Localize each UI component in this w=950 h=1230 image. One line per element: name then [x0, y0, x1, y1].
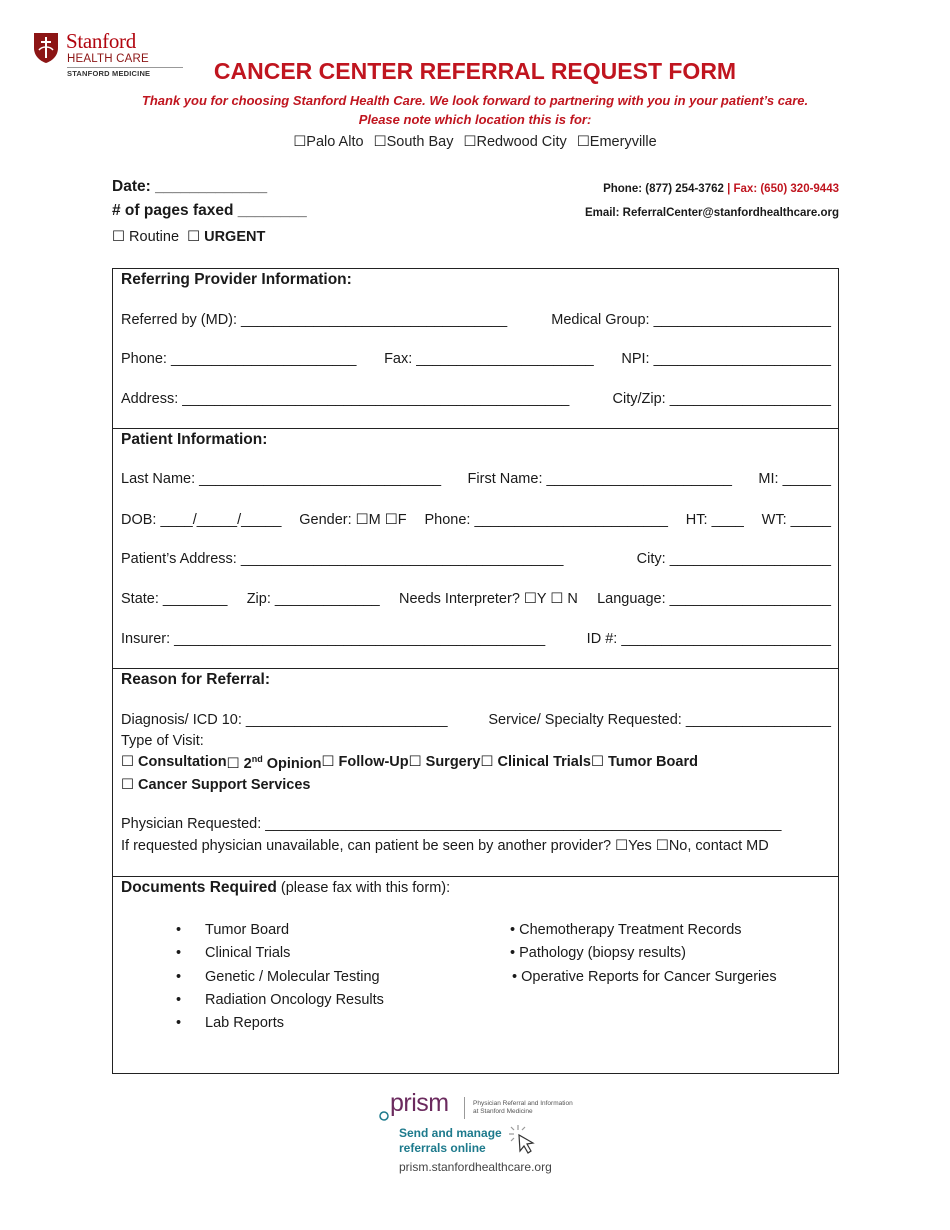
- bullet: •: [176, 992, 182, 1008]
- prism-send: [399, 1126, 502, 1156]
- prism-url[interactable]: prism.stanfordhealthcare.org: [399, 1160, 552, 1174]
- doc-text: Tumor Board: [205, 922, 290, 938]
- contact-phone: Phone: (877) 254-3762: [603, 183, 724, 195]
- provider-row-3: [121, 391, 831, 407]
- prism-tagline-2: at Stanford Medicine: [473, 1108, 533, 1115]
- provider-heading: Referring Provider Information:: [121, 271, 352, 288]
- physician-requested-row: [121, 816, 831, 832]
- documents-heading-text: Documents Required: [121, 879, 277, 896]
- location-redwood-city[interactable]: ☐Redwood City: [463, 134, 567, 150]
- patient-row-2: [121, 512, 831, 528]
- interpreter-checkboxes[interactable]: Needs Interpreter? ☐Y ☐ N: [398, 591, 578, 607]
- prism-divider: [464, 1097, 465, 1119]
- second-opinion-sup: nd: [251, 754, 263, 764]
- bullet: •: [176, 1015, 182, 1031]
- alternate-provider-question[interactable]: If requested physician unavailable, can patient be seen by another provider? ☐Yes ☐No, contact MD: [121, 838, 769, 854]
- zip-field[interactable]: Zip: _____________: [246, 591, 380, 607]
- medical-group-field[interactable]: Medical Group: ______________________: [551, 312, 831, 328]
- doc-text: Clinical Trials: [205, 945, 291, 961]
- type-of-visit-label: Type of Visit:: [121, 733, 204, 749]
- bullet: •: [176, 945, 182, 961]
- second-opinion-prefix: ☐ 2: [226, 755, 252, 772]
- provider-fax-field[interactable]: Fax: ______________________: [384, 351, 594, 367]
- tumor-board-checkbox[interactable]: ☐ Tumor Board: [590, 754, 698, 770]
- state-field[interactable]: State: ________: [121, 591, 228, 607]
- service-requested-field[interactable]: Service/ Specialty Requested: __________________: [488, 712, 831, 728]
- patient-row-5: [121, 631, 831, 647]
- insurer-field[interactable]: Insurer: ______________________________________________: [121, 631, 546, 647]
- prism-send-1: Send and manage: [399, 1126, 502, 1140]
- contact-separator: |: [727, 183, 731, 195]
- cursor-click-icon: [506, 1123, 542, 1155]
- documents-heading: [121, 879, 450, 897]
- urgent-checkbox[interactable]: ☐: [187, 229, 201, 245]
- clinical-trials-checkbox[interactable]: ☐ Clinical Trials: [480, 754, 591, 770]
- height-field[interactable]: HT: ____: [685, 512, 744, 528]
- npi-field[interactable]: NPI: ______________________: [621, 351, 831, 367]
- diagnosis-field[interactable]: Diagnosis/ ICD 10: _________________________: [121, 712, 448, 728]
- mi-field[interactable]: MI: ______: [758, 471, 831, 487]
- contact-fax: Fax: (650) 320-9443: [733, 183, 839, 195]
- doc-item: [176, 1015, 284, 1031]
- subtitle-location-note: Please note which location this is for:: [358, 112, 592, 127]
- routine-checkbox[interactable]: ☐ Routine: [112, 229, 180, 245]
- doc-item: [176, 922, 290, 938]
- provider-row-1: [121, 312, 831, 328]
- visit-type-options-2: [121, 777, 831, 793]
- provider-address-field[interactable]: Address: ________________________________________________: [121, 391, 570, 407]
- provider-row-2: [121, 351, 831, 367]
- cancer-support-checkbox[interactable]: ☐ Cancer Support Services: [121, 777, 311, 793]
- patient-address-field[interactable]: Patient’s Address: ________________________________________: [121, 551, 564, 567]
- prism-brand: prism: [390, 1089, 449, 1117]
- contact-phone-fax: [603, 183, 839, 195]
- subtitle-thanks: Thank you for choosing Stanford Health Care. We look forward to partnering with you in your patient’s care.: [141, 93, 809, 108]
- section-divider-patient: [112, 428, 839, 429]
- doc-text: Lab Reports: [205, 1015, 284, 1031]
- section-divider-documents: [112, 876, 839, 877]
- prism-send-2: referrals online: [399, 1141, 486, 1155]
- insurance-id-field[interactable]: ID #: __________________________: [586, 631, 831, 647]
- location-emeryville[interactable]: ☐Emeryville: [576, 134, 657, 150]
- prism-tagline: [473, 1100, 583, 1116]
- prism-tagline-1: Physician Referral and Information: [473, 1100, 573, 1107]
- urgent-label: URGENT: [204, 229, 266, 245]
- logo-health-care: HEALTH CARE: [67, 53, 149, 65]
- follow-up-checkbox[interactable]: ☐ Follow-Up: [321, 754, 409, 770]
- doc-item-right: • Pathology (biopsy results): [510, 945, 686, 961]
- reason-heading: Reason for Referral:: [121, 671, 271, 688]
- documents-heading-note: (please fax with this form):: [276, 880, 451, 896]
- prism-footer: [378, 1089, 578, 1183]
- date-field[interactable]: Date: _____________: [112, 178, 268, 195]
- dob-field[interactable]: DOB: ____/_____/_____: [121, 512, 282, 528]
- reason-row-1: [121, 712, 831, 728]
- form-title: CANCER CENTER REFERRAL REQUEST FORM: [213, 58, 737, 84]
- bullet: •: [176, 969, 182, 985]
- doc-item: [176, 969, 380, 985]
- doc-text: Genetic / Molecular Testing: [205, 969, 380, 985]
- location-south-bay[interactable]: ☐South Bay: [373, 134, 454, 150]
- first-name-field[interactable]: First Name: _______________________: [467, 471, 732, 487]
- doc-item-right: • Operative Reports for Cancer Surgeries: [512, 969, 777, 985]
- patient-row-4: [121, 591, 831, 607]
- gender-checkboxes[interactable]: Gender: ☐M ☐F: [299, 512, 407, 528]
- visit-type-options: [121, 754, 831, 772]
- weight-field[interactable]: WT: _____: [761, 512, 831, 528]
- contact-email: Email: ReferralCenter@stanfordhealthcare.org: [584, 207, 839, 219]
- section-divider-reason: [112, 668, 839, 669]
- consultation-checkbox[interactable]: ☐ Consultation: [121, 754, 227, 770]
- priority-options: [112, 229, 265, 245]
- alternate-provider-row: [121, 838, 831, 854]
- patient-row-3: [121, 551, 831, 567]
- logo-stanford-medicine: STANFORD MEDICINE: [67, 69, 151, 78]
- doc-item: [176, 945, 291, 961]
- surgery-checkbox[interactable]: ☐ Surgery: [408, 754, 481, 770]
- provider-phone-field[interactable]: Phone: _______________________: [121, 351, 357, 367]
- last-name-field[interactable]: Last Name: ______________________________: [121, 471, 442, 487]
- second-opinion-text: Opinion: [262, 755, 322, 772]
- patient-row-1: [121, 471, 831, 487]
- patient-heading: Patient Information:: [121, 431, 268, 448]
- physician-requested-field[interactable]: Physician Requested: ________________________________________________________________: [121, 816, 782, 832]
- referred-by-field[interactable]: Referred by (MD): _________________________________: [121, 312, 508, 328]
- patient-city-field[interactable]: City: ____________________: [636, 551, 831, 567]
- location-palo-alto[interactable]: ☐Palo Alto: [293, 134, 364, 150]
- language-field[interactable]: Language: ____________________: [597, 591, 831, 607]
- doc-item: [176, 992, 384, 1008]
- second-opinion-checkbox[interactable]: [227, 754, 322, 772]
- bullet: •: [176, 922, 182, 938]
- pages-faxed-field[interactable]: # of pages faxed ________: [112, 202, 307, 219]
- visit-type-label: [121, 733, 831, 749]
- prism-mark-icon: [378, 1109, 390, 1123]
- patient-phone-field[interactable]: Phone: ________________________: [424, 512, 668, 528]
- provider-cityzip-field[interactable]: City/Zip: ____________________: [612, 391, 831, 407]
- location-options: [0, 134, 950, 150]
- doc-text: Radiation Oncology Results: [205, 992, 384, 1008]
- logo-name: Stanford: [66, 29, 136, 53]
- doc-item-right: • Chemotherapy Treatment Records: [510, 922, 742, 938]
